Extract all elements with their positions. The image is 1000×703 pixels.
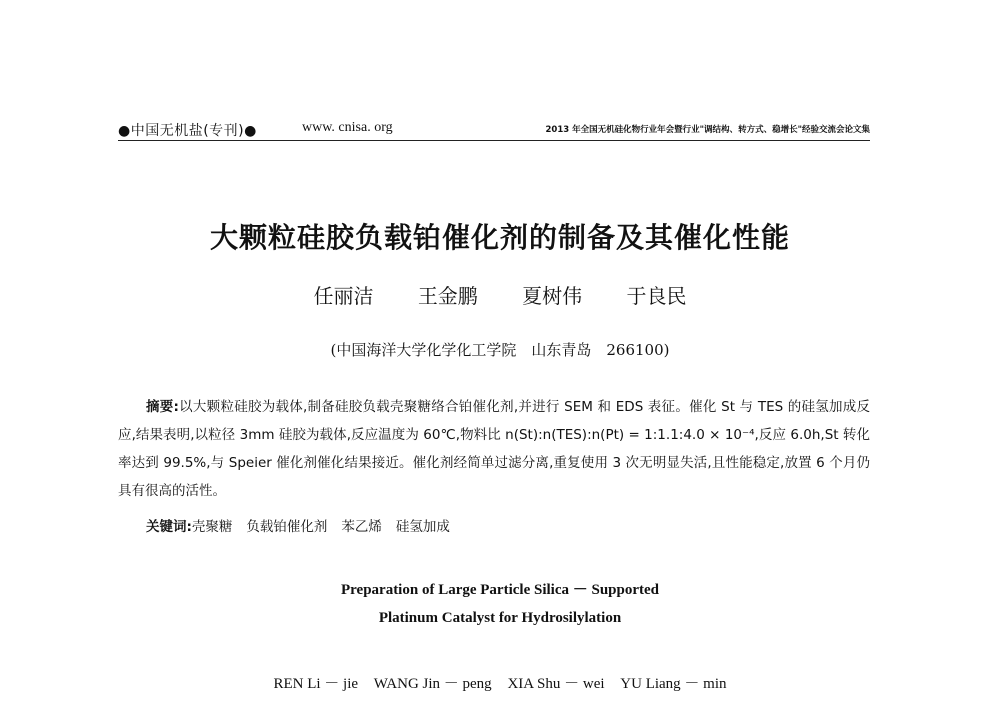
- author-name: 任丽洁: [313, 284, 374, 308]
- english-author-name: XIA Shu － wei: [507, 676, 605, 692]
- journal-name: ●中国无机盐(专刊)●: [118, 123, 257, 139]
- running-header: [118, 118, 870, 141]
- affiliation: (中国海洋大学化学化工学院 山东青岛 266100): [330, 341, 670, 359]
- abstract-text: 以大颗粒硅胶为载体,制备硅胶负载壳聚糖络合铂催化剂,并进行 SEM 和 EDS 表征。催化 St 与 TES 的硅氢加成反应,结果表明,以粒径 3mm 硅胶为载体,反应温度为 60℃,物料比 n(St):n(TES):n(Pt) = 1:1.1:4.0 × 10⁻⁴,反应 6.0h,St 转化率达到 99.5%,与 Speier 催化剂催化结果接近。催化剂经简单过滤分离,重复使用 3 次无明显失活,且性能稳定,放置 6 个月仍具有很高的活性。: [118, 399, 870, 499]
- journal-url[interactable]: www. cnisa. org: [302, 120, 393, 135]
- keyword: 硅氢加成: [395, 519, 450, 535]
- english-author-name: REN Li － jie: [273, 676, 359, 692]
- keywords: [146, 515, 866, 535]
- abstract: [118, 393, 870, 505]
- keyword: 苯乙烯: [341, 519, 382, 535]
- author-name: 于良民: [626, 284, 687, 308]
- keyword: 负载铂催化剂: [246, 519, 328, 535]
- author-list: [0, 280, 1000, 309]
- author-name: 王金鹏: [417, 284, 478, 308]
- keywords-label: 关键词:: [146, 519, 192, 535]
- author-name: 夏树伟: [522, 284, 583, 308]
- english-author-name: WANG Jin － peng: [373, 676, 492, 692]
- english-title-line-1: Preparation of Large Particle Silica － Supported: [340, 582, 660, 598]
- paper-title: 大颗粒硅胶负载铂催化剂的制备及其催化性能: [209, 221, 790, 254]
- conference-name: 2013 年全国无机硅化物行业年会暨行业"调结构、转方式、稳增长"经验交流会论文集: [545, 125, 870, 135]
- keyword: 壳聚糖: [191, 519, 233, 535]
- english-author-name: YU Liang － min: [620, 676, 727, 692]
- english-title-line-2: Platinum Catalyst for Hydrosilylation: [378, 610, 622, 626]
- english-author-list: [0, 672, 1000, 693]
- abstract-label: 摘要:: [146, 399, 179, 415]
